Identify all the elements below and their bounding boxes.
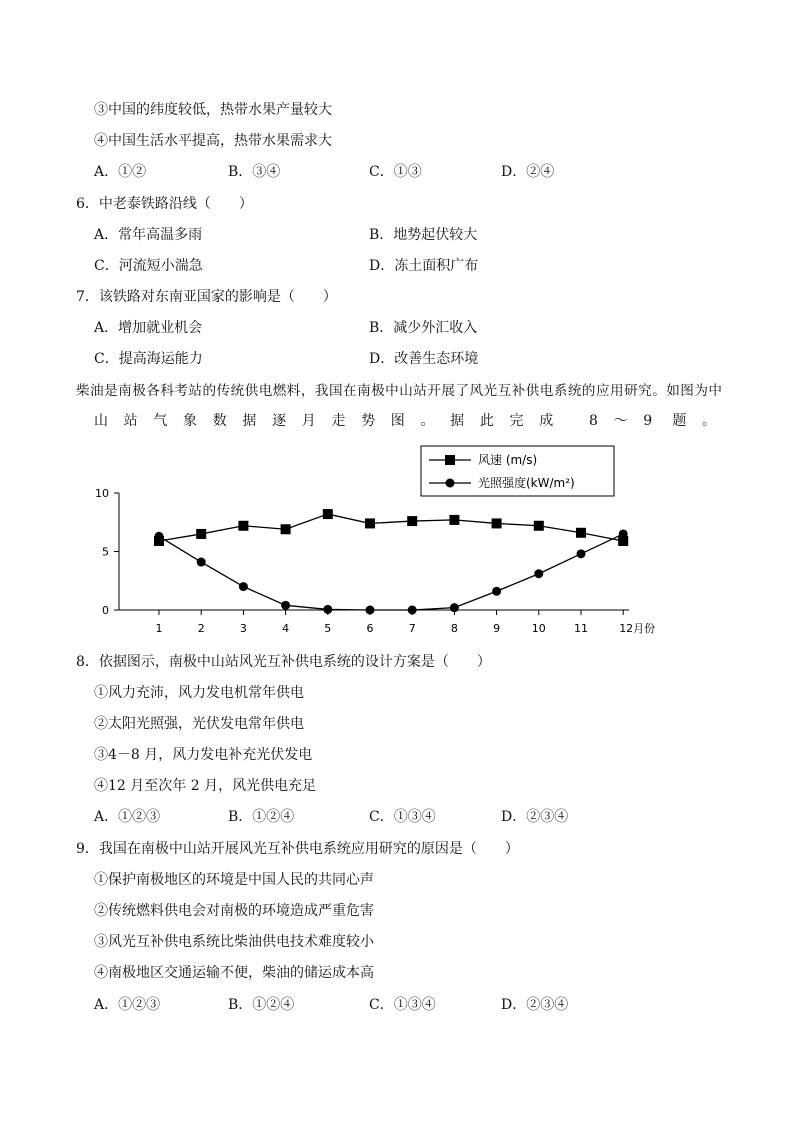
q8-option-2: ②太阳光照强，光伏发电常年供电 bbox=[94, 716, 304, 732]
light-intensity-point bbox=[619, 529, 628, 538]
legend-circle-marker bbox=[446, 479, 455, 488]
x-tick-label: 12月份 bbox=[619, 622, 656, 635]
wind-speed-point bbox=[492, 518, 502, 528]
x-tick-label: 8 bbox=[450, 622, 458, 635]
q5-choice-a: A．①② bbox=[94, 164, 147, 180]
legend-square-marker bbox=[445, 455, 455, 465]
q9-stem: 9．我国在南极中山站开展风光互补供电系统应用研究的原因是（ ） bbox=[76, 841, 519, 857]
wind-speed-point bbox=[365, 518, 375, 528]
intro-line-2: 山站气象数据逐月走势图。据此完成 8～9 题。 bbox=[94, 413, 716, 429]
q9-option-4: ④南极地区交通运输不便，柴油的储运成本高 bbox=[94, 965, 374, 981]
y-tick-label: 10 bbox=[95, 487, 109, 500]
q9-option-1: ①保护南极地区的环境是中国人民的共同心声 bbox=[94, 872, 374, 888]
wind-speed-point bbox=[281, 524, 291, 534]
intro-line-1: 柴油是南极各科考站的传统供电燃料，我国在南极中山站开展了风光互补供电系统的应用研究。如图为中 bbox=[76, 383, 722, 399]
q9-option-2: ②传统燃料供电会对南极的环境造成严重危害 bbox=[94, 903, 374, 919]
y-tick-label: 5 bbox=[102, 545, 109, 559]
q5-choice-c: C．①③ bbox=[369, 164, 422, 180]
light-intensity-point bbox=[239, 582, 248, 591]
q8-option-1: ①风力充沛，风力发电机常年供电 bbox=[94, 685, 304, 701]
q6-stem: 6．中老泰铁路沿线（ ） bbox=[76, 196, 253, 212]
q5-choice-d: D．②④ bbox=[501, 164, 555, 180]
x-tick-label: 7 bbox=[408, 622, 416, 635]
x-tick-label: 6 bbox=[366, 622, 374, 635]
q5-option-4: ④中国生活水平提高，热带水果需求大 bbox=[94, 133, 332, 149]
wind-speed-point bbox=[449, 515, 459, 525]
q5-option-3: ③中国的纬度较低，热带水果产量较大 bbox=[94, 102, 332, 118]
x-tick-label: 5 bbox=[324, 622, 332, 635]
y-tick-label: 0 bbox=[102, 604, 109, 617]
light-intensity-point bbox=[323, 605, 332, 614]
q6-choice-b: B．地势起伏较大 bbox=[369, 227, 478, 243]
light-intensity-point bbox=[366, 606, 375, 615]
x-tick-label: 11 bbox=[574, 622, 588, 635]
q8-choice-a: A．①②③ bbox=[94, 809, 161, 825]
wind-speed-point bbox=[534, 521, 544, 531]
q7-stem: 7．该铁路对东南亚国家的影响是（ ） bbox=[76, 289, 337, 305]
q8-choice-d: D．②③④ bbox=[501, 809, 569, 825]
light-intensity-point bbox=[155, 532, 164, 541]
legend-label-light: 光照强度(kW/m²) bbox=[478, 476, 575, 490]
light-intensity-point bbox=[534, 569, 543, 578]
q7-choice-c: C．提高海运能力 bbox=[94, 351, 203, 367]
weather-chart bbox=[80, 440, 680, 645]
q6-choice-a: A．常年高温多雨 bbox=[94, 227, 203, 243]
x-tick-label: 4 bbox=[282, 622, 290, 635]
series-line-light bbox=[159, 534, 623, 610]
series-line-wind bbox=[159, 514, 623, 541]
wind-speed-point bbox=[323, 509, 333, 519]
q6-choice-c: C．河流短小湍急 bbox=[94, 258, 203, 274]
wind-speed-point bbox=[238, 521, 248, 531]
q7-choice-d: D．改善生态环境 bbox=[369, 351, 479, 367]
wind-speed-point bbox=[576, 528, 586, 538]
q7-choice-a: A．增加就业机会 bbox=[94, 320, 203, 336]
x-tick-label: 1 bbox=[155, 622, 163, 635]
q8-option-4: ④12 月至次年 2 月，风光供电充足 bbox=[94, 778, 317, 794]
light-intensity-point bbox=[408, 606, 417, 615]
q9-choice-d: D．②③④ bbox=[501, 997, 569, 1013]
q8-choice-b: B．①②④ bbox=[228, 809, 295, 825]
q9-option-3: ③风光互补供电系统比柴油供电技术难度较小 bbox=[94, 934, 374, 950]
q5-choice-b: B．③④ bbox=[228, 164, 281, 180]
x-tick-label: 9 bbox=[493, 622, 501, 635]
q7-choice-b: B．减少外汇收入 bbox=[369, 320, 478, 336]
q9-choice-a: A．①②③ bbox=[94, 997, 161, 1013]
x-tick-label: 10 bbox=[531, 622, 546, 635]
light-intensity-point bbox=[197, 558, 206, 567]
light-intensity-point bbox=[281, 601, 290, 610]
wind-speed-point bbox=[196, 529, 206, 539]
legend-label-wind: 风速 (m/s) bbox=[478, 453, 538, 467]
light-intensity-point bbox=[450, 603, 459, 612]
x-tick-label: 2 bbox=[197, 622, 205, 635]
light-intensity-point bbox=[492, 587, 501, 596]
wind-speed-point bbox=[407, 516, 417, 526]
light-intensity-point bbox=[577, 549, 586, 558]
q9-choice-b: B．①②④ bbox=[228, 997, 295, 1013]
x-tick-label: 3 bbox=[239, 622, 247, 635]
q8-option-3: ③4－8 月，风力发电补充光伏发电 bbox=[94, 747, 313, 763]
q8-stem: 8．依据图示，南极中山站风光互补供电系统的设计方案是（ ） bbox=[76, 654, 491, 670]
q9-choice-c: C．①③④ bbox=[369, 997, 436, 1013]
q6-choice-d: D．冻土面积广布 bbox=[369, 258, 479, 274]
q8-choice-c: C．①③④ bbox=[369, 809, 436, 825]
